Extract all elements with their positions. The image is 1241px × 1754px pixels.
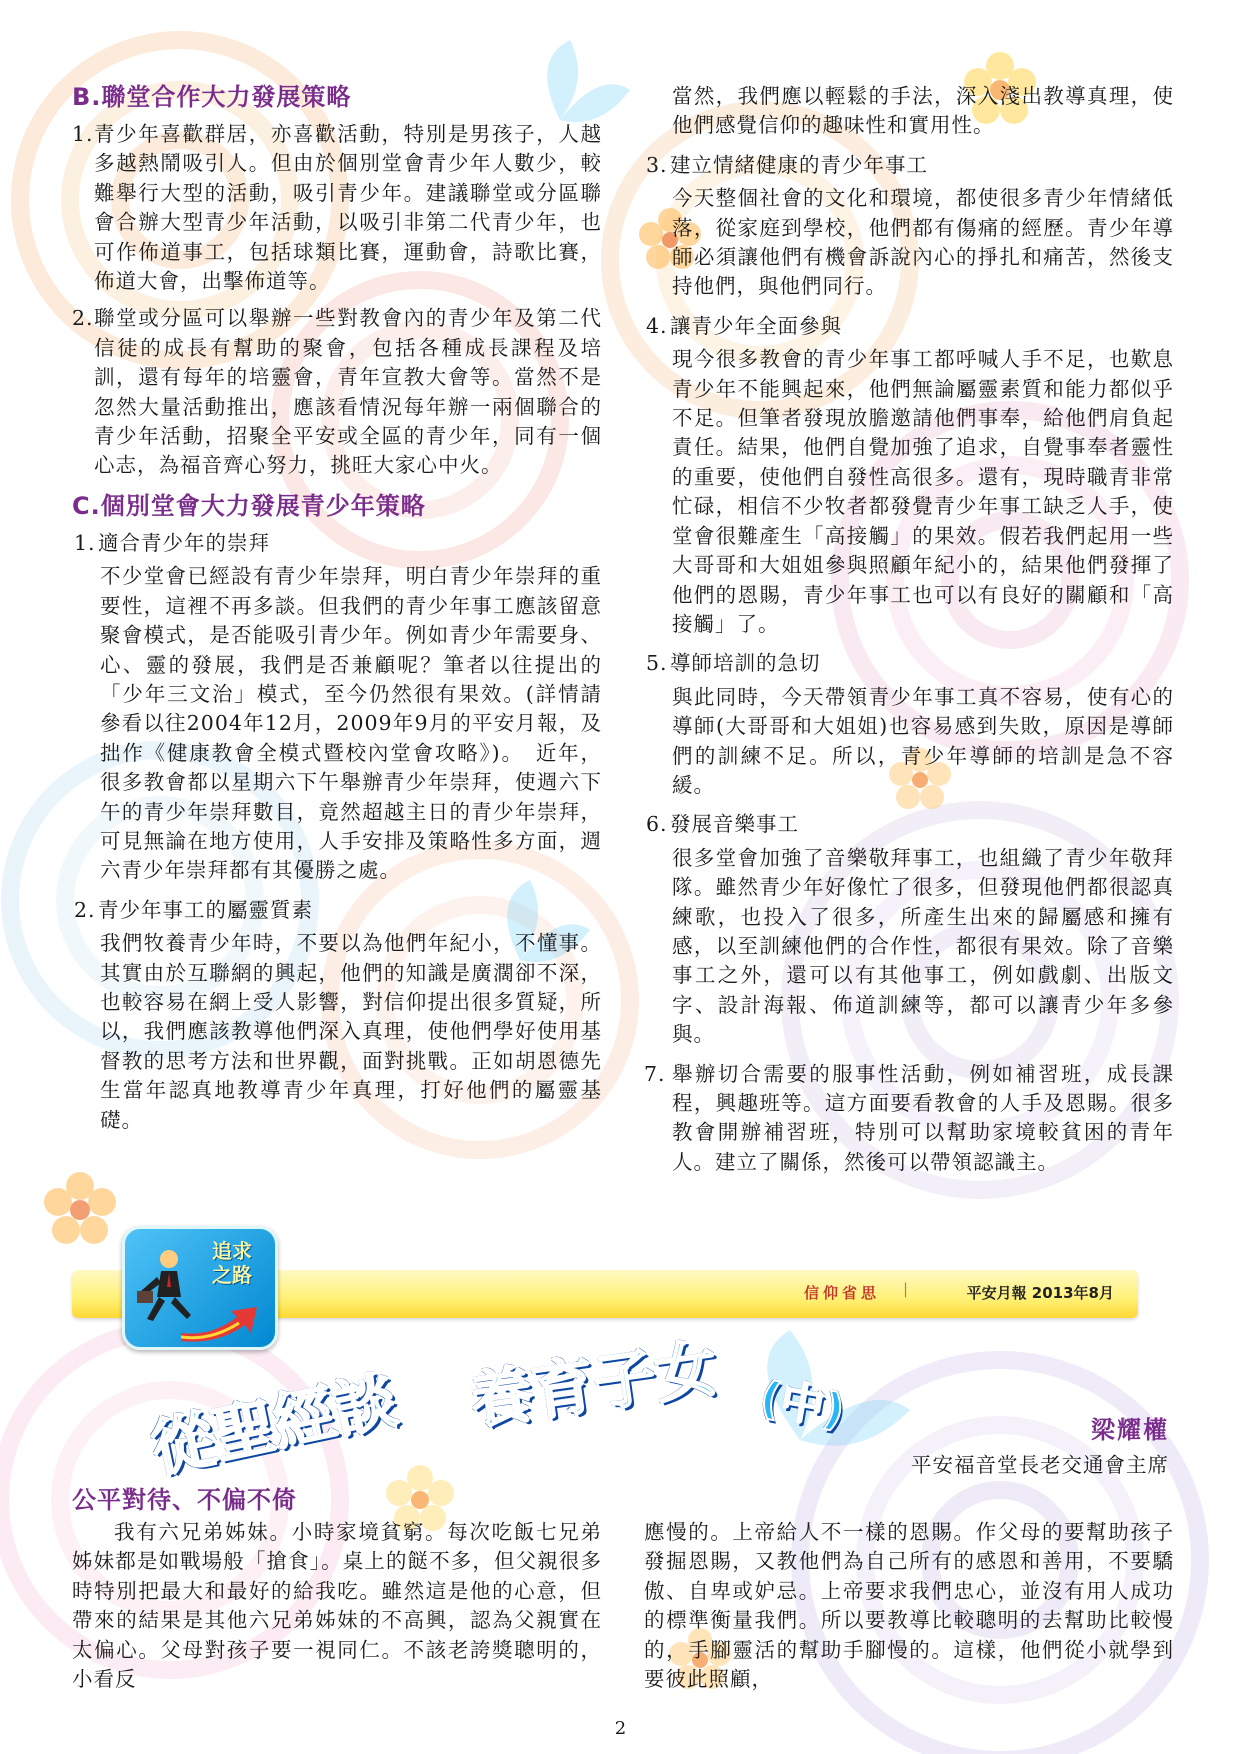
subsection-number: 3. xyxy=(646,152,668,177)
subsection-title: 適合青少年的崇拜 xyxy=(98,530,270,555)
article-text-left: 我有六兄弟姊妹。小時家境貧窮。每次吃飯七兄弟姊妹都是如戰場般「搶食」。桌上的餸不多，但父親很多時特別把最大和最好的給我吃。雖然這是他的心意，但帶來的結果是其他六兄弟姊妹的不高興，認為父親實在太偏心。父母對孩子要一視同仁。不該老誇獎聰明的，小看反 xyxy=(72,1520,602,1692)
title-suffix: (中) xyxy=(756,1372,849,1437)
badge-title: 追求之路 xyxy=(212,1239,252,1287)
subsection-5-title xyxy=(644,649,1174,678)
section-b-item-1 xyxy=(72,120,602,296)
subsection-2-text: 我們牧養青少年時，不要以為他們年紀小，不懂事。其實由於互聯網的興起，他們的知識是廣濶卻不深，也較容易在網上受人影響，對信仰提出很多質疑，所以，我們應該教導他們深入真理，使他們學好使用基督教的思考方法和世界觀，面對挑戰。正如胡恩德先生當年認真地教導青少年真理，打好他們的屬靈基礎。 xyxy=(100,931,602,1132)
section-b-item-2 xyxy=(72,304,602,480)
item-text: 青少年喜歡群居，亦喜歡活動，特別是男孩子，人越多越熱鬧吸引人。但由於個別堂會青少年人數少，較難舉行大型的活動，吸引青少年。建議聯堂或分區聯會合辦大型青少年活動，以吸引非第二代青少年，也可作佈道事工，包括球類比賽，運動會，詩歌比賽，佈道大會，出擊佈道等。 xyxy=(94,122,602,294)
subsection-number: 2. xyxy=(74,897,96,922)
item-number: 2. xyxy=(72,306,94,331)
item-number: 1. xyxy=(72,122,94,146)
subsection-number: 6. xyxy=(646,812,668,837)
right-column xyxy=(644,82,1174,1185)
subsection-6-text: 很多堂會加強了音樂敬拜事工，也組織了青少年敬拜隊。雖然青少年好像忙了很多，但發現他們都很認真練歌，也投入了很多，所產生出來的歸屬感和擁有感，以至訓練他們的合作性，都很有果效。除了音樂事工之外，還可以有其他事工，例如戲劇、出版文字、設計海報、佈道訓練等，都可以讓青少年多參與。 xyxy=(672,845,1174,1047)
article-subheading: 公平對待、不偏不倚 xyxy=(72,1486,297,1514)
subsection-title: 讓青少年全面參與 xyxy=(670,313,842,338)
subsection-2-title xyxy=(72,896,602,925)
subsection-title: 青少年事工的屬靈質素 xyxy=(98,897,313,922)
subsection-number: 4. xyxy=(646,313,668,338)
section-c-heading: C.個別堂會大力發展青少年策略 xyxy=(72,491,426,520)
subsection-1-text: 不少堂會已經設有青少年崇拜，明白青少年崇拜的重要性，這裡不再多談。但我們的青少年事工應該留意聚會模式，是否能吸引青少年。例如青少年需要身、心、靈的發展，我們是否兼顧呢？筆者以往提出的「少年三文治」模式，至今仍然很有果效。(詳情請參看以往2004年12月，2009年9月的平安月報，及拙作《健康教會全模式暨校內堂會攻略》)。 近年，很多教會都以星期六下午舉辦青少年崇拜，使週六下午的青少年崇拜數目，竟然超越主日的青少年崇拜，可見無論在地方使用，人手安排及策略性多方面，週六青少年崇拜都有其優勝之處。 xyxy=(100,564,602,883)
left-column xyxy=(72,80,602,1145)
arrow-icon xyxy=(181,1303,261,1343)
subsection-4-text: 現今很多教會的青少年事工都呼喊人手不足，也歎息青少年不能興起來，他們無論屬靈素質和能力都似乎不足。但筆者發現放膽邀請他們事奉，給他們肩負起責任。結果，他們自覺加強了追求，自覺事奉者靈性的重要，使他們自發性高很多。還有，現時職青非常忙碌，相信不少牧者都發覺青少年事工缺乏人手，使堂會很難產生「高接觸」的果效。假若我們起用一些大哥哥和大姐姐參與照顧年紀小的，結果他們發揮了他們的恩賜，青少年事工也可以有良好的關顧和「高接觸」了。 xyxy=(672,347,1174,636)
continued-text: 當然，我們應以輕鬆的手法，深入淺出教導真理，使他們感覺信仰的趣味性和實用性。 xyxy=(672,84,1174,138)
item-number: 7. xyxy=(644,1061,666,1086)
subsection-3-text: 今天整個社會的文化和環境，都使很多青少年情緒低落，從家庭到學校，他們都有傷痛的經歷。青少年導師必須讓他們有機會訴說內心的掙扎和痛苦，然後支持他們，與他們同行。 xyxy=(672,186,1174,299)
item-text: 聯堂或分區可以舉辦一些對教會內的青少年及第二代信徒的成長有幫助的聚會，包括各種成長課程及培訓，還有每年的培靈會，青年宣教大會等。當然不是忽然大量活動推出，應該看情況每年辦一兩個聯合的青少年活動，招聚全平安或全區的青少年，同有一個心志，為福音齊心努力，挑旺大家心中火。 xyxy=(94,306,602,478)
subsection-title: 建立情緒健康的青少年事工 xyxy=(670,152,928,177)
author-role: 平安福音堂長老交通會主席 xyxy=(911,1453,1169,1477)
title-part-2: 養育子女 xyxy=(466,1331,722,1438)
author-name: 梁耀權 xyxy=(1091,1416,1169,1444)
subsection-3-title xyxy=(644,151,1174,180)
issue-date: 平安月報 2013年8月 xyxy=(966,1284,1114,1302)
subsection-title: 發展音樂事工 xyxy=(670,812,799,837)
section-label: 信仰省思 xyxy=(803,1284,880,1302)
subsection-number: 1. xyxy=(74,530,96,555)
subsection-4-title xyxy=(644,312,1174,341)
subsection-title: 導師培訓的急切 xyxy=(670,651,821,676)
section-b-heading: B.聯堂合作大力發展策略 xyxy=(72,83,352,111)
subsection-number: 5. xyxy=(646,651,668,676)
banner-separator: | xyxy=(902,1280,908,1298)
item-7 xyxy=(644,1060,1174,1178)
article-text-right: 應慢的。上帝給人不一樣的恩賜。作父母的要幫助孩子發掘恩賜，又教他們為自己所有的感恩和善用，不要驕傲、自卑或妒忌。上帝要求我們忠心，並沒有用人成功的標準衡量我們。所以要教導比較聰明的去幫助比較慢的，手腳靈活的幫助手腳慢的。這樣，他們從小就學到要彼此照顧， xyxy=(644,1520,1174,1692)
subsection-6-title xyxy=(644,810,1174,839)
item-text: 舉辦切合需要的服事性活動，例如補習班，成長課程，興趣班等。這方面要看教會的人手及恩賜。很多教會開辦補習班，特別可以幫助家境較貧困的青年人。建立了關係，然後可以帶領認識主。 xyxy=(672,1061,1174,1174)
title-part-1: 從聖經談 xyxy=(145,1363,403,1486)
page-number: 2 xyxy=(614,1718,627,1739)
column-badge xyxy=(122,1226,278,1350)
subsection-5-text: 與此同時，今天帶領青少年事工真不容易，使有心的導師(大哥哥和大姐姐)也容易感到失敗，原因是導師們的訓練不足。所以，青少年導師的培訓是急不容緩。 xyxy=(672,684,1174,797)
article-title xyxy=(145,1331,910,1486)
subsection-1-title xyxy=(72,529,602,558)
